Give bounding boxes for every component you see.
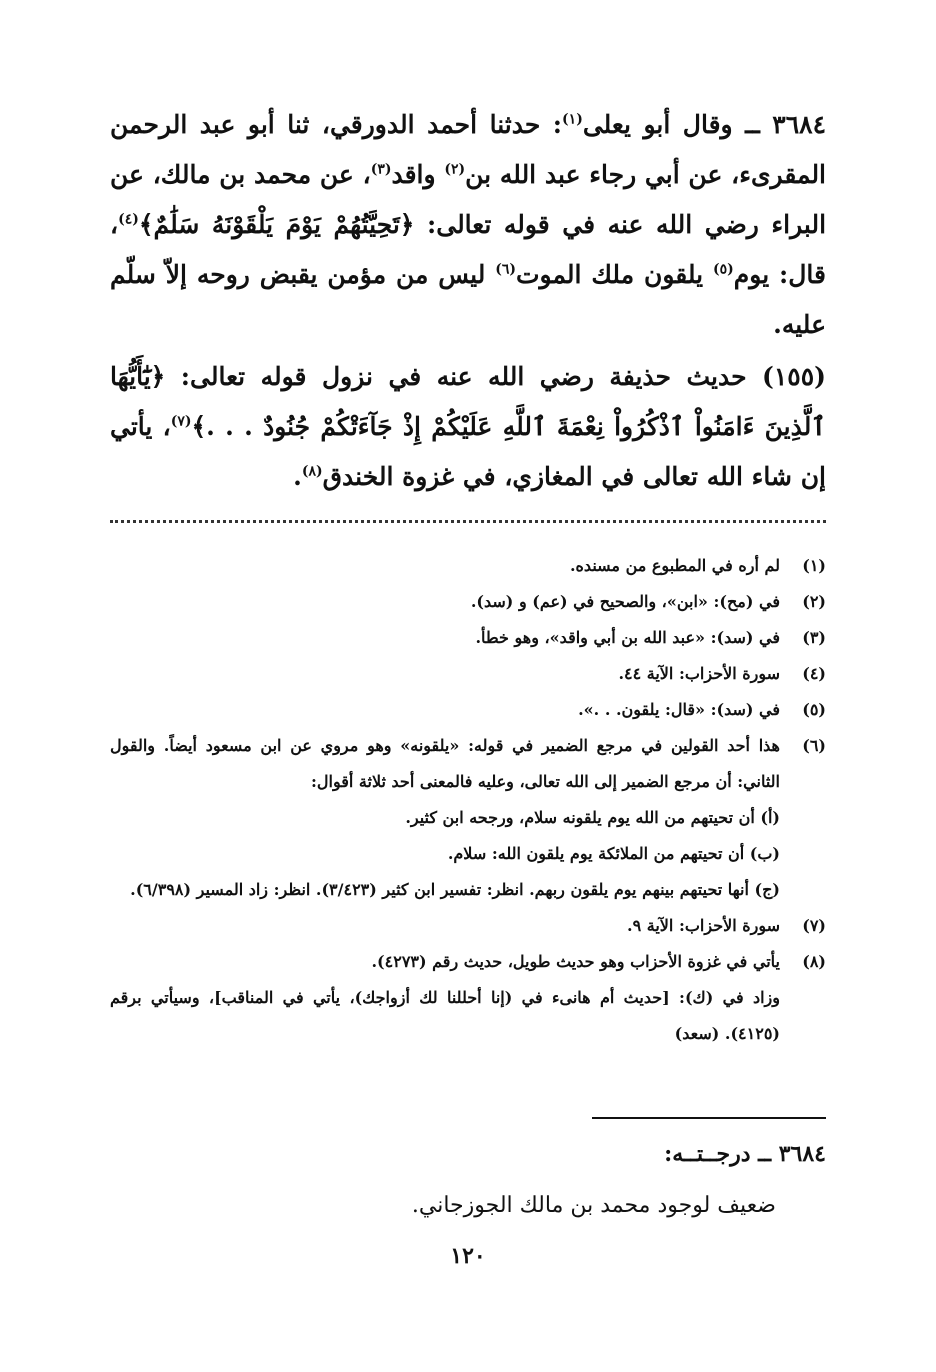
footnote-text: هذا أحد القولين في مرجع الضمير في قوله: «يلقونه» وهو مروي عن ابن مسعود أيضاً. والقول الثاني: أن مرجع الضمير إلى الله تعالى، وعليه فالمعنى أحد ثلاثة أقوال: [110,736,780,791]
footnote-text: لم أره في المطبوع من مسنده. [569,556,780,575]
footnote-number [780,800,826,836]
footnote-text: (ب) أن تحيتهم من الملائكة يوم يلقون الله: سلام. [447,844,780,863]
footnote-item [110,872,826,908]
page-number: ١٢٠ [450,1243,486,1269]
footnote-ref: (٦) [495,261,516,278]
text-segment: ٣٦٨٤ ــ وقال أبو يعلى [582,110,826,139]
text-segment: يلقون ملك الموت [516,260,714,289]
footnote-text: يأتي في غزوة الأحزاب وهو حديث طويل، حديث رقم (٤٢٧٣). [371,952,780,971]
footnote-text: في (سد): «قال: يلقون. . .». [578,700,780,719]
footnote-item [110,800,826,836]
footnote-text: (أ) أن تحيتهم من الله يوم يلقونه سلام، ورجحه ابن كثير. [405,808,780,827]
quran-verse: ﴿تَحِيَّتُهُمْ يَوْمَ يَلْقَوْنَهُ سَلَٰمٌ﴾ [138,210,415,239]
footnote-ref: (٧) [170,413,192,430]
text-segment: . [293,462,302,491]
hadith-paragraph [110,352,826,502]
footnote-text: سورة الأحزاب: الآية ٩. [627,916,780,935]
footnote-ref: (١) [562,111,583,128]
footnote-number [780,836,826,872]
footnote-number: (٥) [802,700,826,719]
footnote-number: (١) [802,556,826,575]
footnote-text: سورة الأحزاب: الآية ٤٤. [618,664,780,683]
hadith-paragraph [110,100,826,350]
footnote-ref: (٣) [370,161,392,178]
grade-heading: ٣٦٨٤ ــ درجــتــه: [664,1141,826,1167]
footnote-item [110,944,826,980]
footnote-text: (ج) أنها تحيتهم بينهم يوم يلقون ربهم. انظر: تفسير ابن كثير (٣/٤٢٣). انظر: زاد المسير (٦/٣٩٨). [130,880,780,899]
text-segment: ليس من مؤمن يقبض روحه إلاّ سلّم عليه. [110,260,826,339]
quran-verse: ﴿يَٰٓأَيُّهَا ٱلَّذِينَ ءَامَنُواْ ٱذْكُرُواْ نِعْمَةَ ٱللَّهِ عَلَيْكُمْ إِذْ جَآءَتْكُمْ جُنُودٌ . . .﴾ [110,362,826,441]
footnote-number: (٣) [802,628,826,647]
footnote-separator [110,520,826,523]
footnote-item [110,620,826,656]
footnotes [110,548,826,1052]
footnote-text: في (مح): «ابن»، والصحيح في (عم) و (سد). [470,592,780,611]
footnote-number: (٧) [802,916,826,935]
grade-section [110,1128,826,1232]
footnote-ref: (٤) [118,211,139,228]
footnote-text: في (سد): «عبد الله بن أبي واقد»، وهو خطأ. [475,628,780,647]
footnote-item [110,584,826,620]
text-segment: ، يأتي إن شاء الله تعالى في المغازي، في غزوة الخندق [110,412,826,491]
footnote-number [780,872,826,908]
text-segment: ، قال: يوم [110,210,826,289]
section-rule [592,1117,826,1119]
text-segment: (١٥٥) حديث حذيفة رضي الله عنه في نزول قوله تعالى: [165,362,826,391]
text-segment: ، عن محمد بن مالك، عن البراء رضي الله عنه في قوله تعالى: [110,160,827,239]
footnote-item [110,656,826,692]
footnote-item [110,692,826,728]
footnote-item [110,908,826,944]
footnote-number: (٤) [802,664,826,683]
footnote-number: (٨) [802,952,826,971]
footnote-number [780,980,826,1052]
footnote-ref: (٢) [444,161,466,178]
footnote-number: (٦) [802,736,826,755]
footnote-item [110,548,826,584]
footnote-item [110,836,826,872]
footnote-ref: (٨) [301,463,323,480]
footnote-text: وزاد في (ك): [حديث أم هانىء في (إنا أحللنا لك أزواجك)، يأتي في المناقب]، وسيأتي برقم (٤١٢٥). (سعد) [110,988,780,1043]
text-segment: : حدثنا أحمد الدورقي، ثنا أبو عبد الرحمن المقرىء، عن أبي رجاء عبد الله بن [110,110,827,189]
footnote-number: (٢) [802,592,826,611]
footnote-item [110,728,826,800]
grade-text: ضعيف لوجود محمد بن مالك الجوزجاني. [411,1193,776,1218]
footnote-item [110,980,826,1052]
text-segment: واقد [391,160,445,189]
main-text [110,100,826,504]
footnote-ref: (٥) [713,261,734,278]
